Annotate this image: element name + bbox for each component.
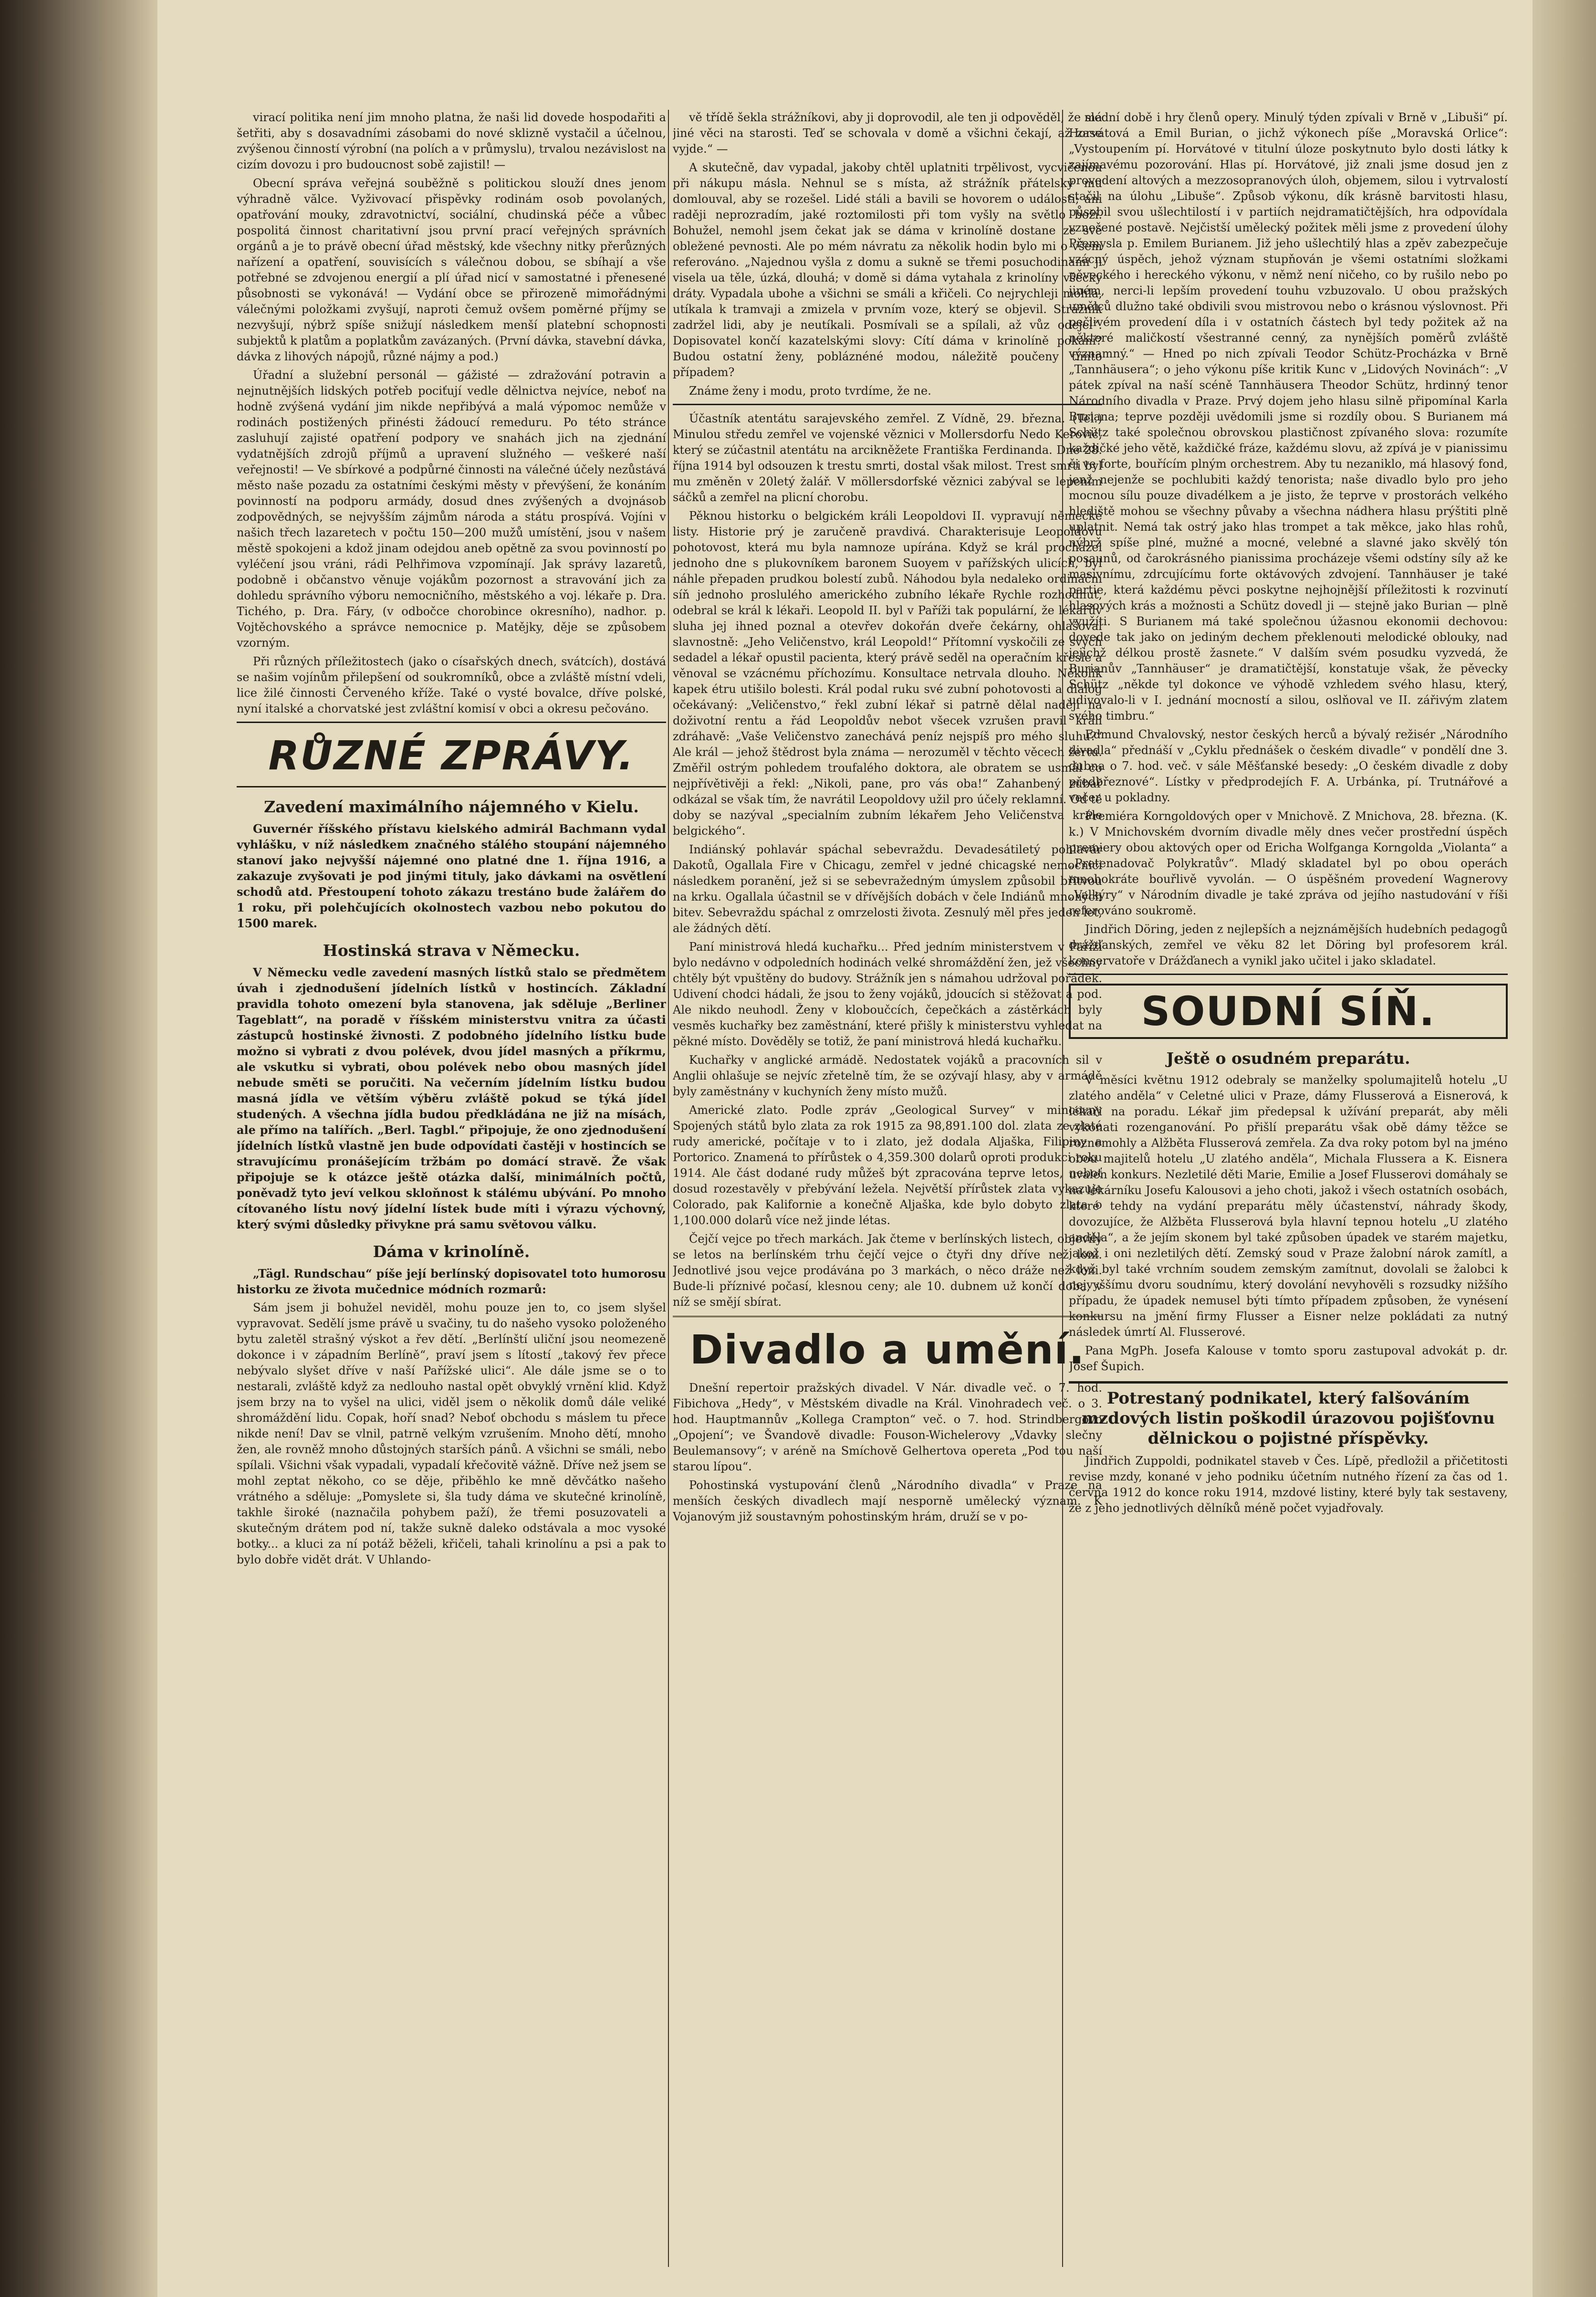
- column-2: [673, 110, 1102, 2267]
- article-paragraph: vě třídě šekla strážníkovi, aby ji doprovodil, ale ten ji odpověděl, že má jiné věci na starosti. Teď se schovala v domě a všichni čekají, až zase vyjde.“ —: [673, 111, 1102, 156]
- news-item: Indiánský pohlavár spáchal sebevraždu. Devadesátiletý pohlavár Dakotů, Ogallala Fire v Chicagu, zemřel v jedné chicagské nemocnici následkem poranění, jež si se sebevražedným úmyslem způsobil břitvou na krku. Ogallala účastnil se v dřívějších dobách v čele Indiánů mnohých bitev. Sebevraždu spáchal z omrzelosti života. Zesnulý měl přes jeden let, ale žádných dětí.: [673, 843, 1102, 935]
- article-paragraph: Při různých příležitostech (jako o císařských dnech, svátcích), dostává se našim vojínům přilepšení od soukromníků, obce a zvláště místní vdeli, lice žilé činnosti Červeného kříže. Také o vysté bovalce, dříve polské, nyní italské a chorvatské jest zvláštní komisí v obci a okresu pečováno.: [237, 655, 666, 715]
- divider: [673, 404, 1102, 405]
- article-paragraph: Sám jsem ji bohužel neviděl, mohu pouze jen to, co jsem slyšel vypravovat. Sedělí jsme právě u svačiny, tu do našeho vysoko položeného bytu zaletěl strašný výskot a řev dětí. „Berlínští uliční jsou neomezeně dokonce i v západním Berlíně“, praví jsem s lítostí „takový řev přece nebývalo slyšet dříve v naší Pařížské ulici“. Ale dále jsme se o to nestarali, zvláště když za nedlouho nastal opět obvyklý vrnění klid. Když jsem brzy na to vyšel na ulici, viděl jsem o několik domů dále veliké shromáždění lidu. Copak, hoří snad? Neboť obchodu s máslem tu přece nikde není! Dav se vlnil, patrně velkým vzrušením. Mnoho dětí, mnoho žen, ale rovněž mnoho důstojných starších pánů. A všichni se smáli, nebo spílali. Všichni však vypadali, vypadalí křečovitě vážně. Dříve než jsem se mohl zeptat někoho, co se děje, přiběhlo ke mně děvčátko našeho vrátného a sděluje: „Pomyslete si, šla tudy dáma ve skutečné krinolíně, takhle široké (naznačila pohybem paží), že třemi posuzovateli a skutečným drátem pod ní, takže sukně daleko odstávala a moc vysoké botky... a kluci za ní potáž běželi, křičeli, tahali krinolínu a psi a pak to bylo dobře vidět drát. V Uhlando-: [237, 1301, 666, 1566]
- news-item: Premiéra Korngoldových oper v Mnichově. Z Mnichova, 28. března. (K. k.) V Mnichovském dvorním divadle měly dnes večer prostřední úspěch premiery obou aktových oper od Ericha Wolfganga Korngolda „Violanta“ a „Pretenadovač Polykratův“. Mladý skladatel byl po obou operách mnohokráte bouřlivě vyvolán. — O úspěšném provedení Wagnerovy „Valkýry“ v Národním divadle je také zpráva od jejího nastudování v říši referováno soukromě.: [1069, 809, 1508, 917]
- news-item: Pěknou historku o belgickém králi Leopoldovi II. vypravují německé listy. Historie prý je zaručeně pravdivá. Charakterisuje Leopoldovu pohotovost, která mu byla namnoze upírána. Když se král procházel jednoho dne s plukovníkem baronem Suoyem v pařížských ulicích, byl náhle přepaden prudkou bolestí zubů. Náhodou byla nedaleko ordinační síň jednoho proslulého amerického zubního lékaře Rychle rozhodnut, odebral se král k lékaři. Leopold II. byl v Paříži tak populární, že lékařův sluha jej ihned poznal a otevřev dokořán dveře čekárny, ohlašoval slavnostně: „Jeho Veličenstvo, král Leopold!“ Přítomní vyskočili ze svých sedadel a lékař opustil pacienta, který právě seděl na operačním křesle a věnoval se vzácnému příchozímu. Konsultace netrvala dlouho. Několik kapek étru utišilo bolesti. Král podal ruku své zubní pohotovosti a dialog očekávaný: „Veličenstvo,“ řekl zubní lékař si patrně dělal naději na doživotní rentu a řád Leopoldův nebot všecek vzrušen pravil králi zdráhavě: „Vaše Veličenstvo zanechává peníz nejspíš pro mého sluhu?“ Ale král — jehož štědrost byla známa — nerozuměl v těchto věcech žertu. Změřil ostrým pohledem troufalého doktora, ale obratem se usmál co nejpřívětivěji a řekl: „Nikoli, pane, pro vás oba!“ Zahanbený zubař odkázal se však tím, že navrátil Leopoldovy užil pro účely reklamní. Od té doby se nazýval „specialním zubním lékařem Jeho Veličenstva krále belgického“.: [673, 509, 1102, 838]
- article-title: Ještě o osudném preparátu.: [1166, 1049, 1410, 1068]
- divider: [673, 1316, 1102, 1317]
- column-1: [237, 110, 666, 2267]
- news-item: Dnešní repertoir pražských divadel. V Nár. divadle več. o 7. hod. Fibichova „Hedy“, v Městském divadle na Král. Vinohradech več. o 3. hod. Hauptmannův „Kollega Crampton“ več. o 7. hod. Strindbergovo „Opojení“; ve Švandově divadle: Fouson-Wichelerovy „Vdavky slečny Beulemansovy“; v aréně na Smíchově Gelhertova opereta „Pod tou naší starou lípou“.: [673, 1381, 1102, 1473]
- news-item: Paní ministrová hledá kuchařku... Před jedním ministerstvem v Paříži bylo nedávno v odpoledních hodinách velké shromáždění žen, jež všechny chtěly být vpuštěny do budovy. Strážník jen s námahou udržoval pořádek. Udivení chodci hádali, že jsou to ženy vojáků, jdoucích si stěžovat a pod. Ale nikdo neuhodl. Ženy v kloboučcích, čepečkách a zástěrkách byly vesměs kuchařky bez zaměstnání, které přišly k ministerstvu vyhledat na pěkné místo. Dověděly se totiž, že paní ministrová hledá kuchařku.: [673, 940, 1102, 1048]
- article-paragraph: virací politika není jim mnoho platna, že naši lid dovede hospodařiti a šetřiti, aby s dosavadními zásobami do nové sklizně vystačil a účelnou, zvýšenou činností výrobní (na polích a v průmyslu), trvalou nezávislost na cizím dovozu i pro budoucnost sobě zajistil! —: [237, 111, 666, 171]
- article-title: Zavedení maximálního nájemného v Kielu.: [264, 797, 639, 816]
- article-paragraph: A skutečně, dav vypadal, jakoby chtěl uplatniti trpělivost, vycvičenou při nákupu másla. Nehnul se s místa, až strážník přátelsky mu domlouval, aby se rozešel. Lidé stáli a bavili se hovorem o události; ani raději neprozradím, jaké roztomilosti při tom vyšly na světlo boží. Bohužel, nemohl jsem čekat jak se dáma v krinolíně dostane ze své obležené pevnosti. Ale po mém návratu za několik hodin bylo mi o všem referováno. „Najednou vyšla z domu a sukně se třemi posuchodinami ji visela ua těle, úzká, dlouhá; v domě si dáma vytahala z krinolíny všecky dráty. Vypadala ubohe a všichni se smáli a křičeli. Co nejrychleji mohla, utíkala k tramvaji a zmizela v prvním voze, který se objevil. Strážník zadržel lidi, aby je neutíkali. Posmívali se a spílali, až vůz odejel“. Dopisovatel končí kazatelskými slovy: Cítí dáma v krinolíně pokání? Budou ostatní ženy, pobláznéné modou, náležitě poučeny tímto případem?: [673, 161, 1102, 379]
- article-paragraph: Obecní správa veřejná souběžně s politickou slouží dnes jenom výhradně vălce. Vyživovací přispěvky rodinám osob povolaných, opatřování mouky, zdravotnictví, sociální, chudinská péče a vůbec pospolitá činnost charitativní jsou první prací veřejných správních orgánů a je to právě obecní úřad městský, kde všechny nitky přerůzných nařízení a opatření, souvisících s válečnou dobou, se sbíhají a vše potřebné se zdvojenou energií a plí úřad nicí v samostatné i přenesené působnosti se vykonává! — Vydání obce se přirozeně mimořádnými válečnými položkami zvyšují, naproti čemuž ovšem poměrné příjmy se nezvyšují, nýbrž spíše snižují následkem menší platební schopnosti subjektů k platům a poplatkům zavázaných. (První dávka, stavební dávka, dávka z lihových nápojů, různé nájmy a pod.): [237, 177, 666, 363]
- article-paragraph: V měsíci květnu 1912 odebraly se manželky spolumajitelů hotelu „U zlatého anděla“ v Celetné ulici v Praze, dámy Flusserová a Eisnerová, k lékaři na poradu. Lékař jim předepsal k užívání preparát, aby měli vykonati rozenganování. Po přišlí preparátu však obě dámy těžce se roznemohly a Alžběta Flusserová zemřela. Za dva roky potom byl na jméno obou majitelů hotelu „U zlatého anděla“, Michala Flussera a K. Eisnera uvalen konkurs. Nezletilé děti Marie, Emilie a Josef Flusserovi domáhaly se na lékárníku Josefu Kalousovi a jeho choti, jakož i všech ostatních osobách, které tehdy na vydání preparátu měly účastenství, náhrady škody, dovozujíce, že Alžběta Flusserová byla hlavní tepnou hotelu „U zlatého anděla“, a že jejím skonem byl také způsoben úpadek ve starém majetku, jakož i oni nezletilých dětí. Zemský soud v Praze žalobní nárok zamítl, a když byl také vrchním soudem zemským zamítnut, dovolali se žalobci k nejvyššímu dvoru soudnímu, který dovolání nevyhověli s rozsudky nižšího případu, že úpadek nemusel býti tímto případem způsoben, že vynésení konkursu na jmění firmy Flusser a Eisner nelze pokládati za nutný následek úmrtí Al. Flusserové.: [1069, 1073, 1508, 1339]
- article-paragraph: Pana MgPh. Josefa Kalouse v tomto sporu zastupoval advokát p. dr. Josef Šupich.: [1069, 1344, 1508, 1373]
- article-paragraph: „Tägl. Rundschau“ píše její berlínský dopisovatel toto humorosu historku ze života mučednice módních rozmarů:: [237, 1267, 666, 1296]
- news-item: Čejčí vejce po třech markách. Jak čteme v berlínských listech, objevily se letos na berlínském trhu čejčí vejce o čtyři dny dříve než loni. Jednotlivé jsou vejce prodávána po 3 markách, o něco dráže než loni. Bude-li příznivé počasí, klesnou ceny; ale 10. dubnem už končí doba, v níž se smějí sbírat.: [673, 1232, 1102, 1309]
- article-title: Potrestaný podnikatel, který falšováním mzdových listin poškodil úrazovou pojišťovnu dělnickou o pojistné příspěvky.: [1069, 1381, 1508, 1448]
- article-paragraph: Známe ženy i modu, proto tvrdíme, že ne.: [689, 384, 931, 398]
- article-title: Hostinská strava v Německu.: [323, 941, 580, 960]
- divider: [237, 722, 666, 723]
- section-heading-soudni-sin: SOUDNÍ SÍŇ.: [1069, 984, 1508, 1039]
- column-3: [1069, 110, 1508, 2267]
- scan-edge-shadow: [0, 0, 157, 2297]
- news-item: Americké zlato. Podle zpráv „Geological Survey“ v mincovny Spojených států bylo zlata za rok 1915 za 98,891.100 dol. zlata ze zlaté rudy americké, počítaje v to i zlato, jež dodala Aljaška, Filipiny a Portorico. Znamená to přírůstek o 4,359.300 dolarů oproti produkci roku 1914. Ale část dodané rudy můžeš být zpracována teprve letos, neboť dosud rozestavěly v přebývání ležela. Největší přírůstek zlata vykazuje Colorado, pak Kalifornie a konečně Aljaška, kde bylo dobyto zlata o 1,100.000 dolarů více než jinde létas.: [673, 1103, 1102, 1227]
- article-paragraph: Jindřich Zuppoldi, podnikatel staveb v Čes. Lípě, předložil a přičetitosti revise mzdy, konané v jeho podniku účetním nutného řízení za čas od 1. června 1912 do konce roku 1914, mzdové listiny, které byly tak sestaveny, že z jeho jednotlivých dělníků méně počet vyjadřovaly.: [1069, 1454, 1508, 1515]
- article-paragraph: Úřadní a služební personál — gážisté — zdražování potravin a nejnutnějších lidských potřeb pociťují vedle dělnictva nejvíce, neboť na hodně zvýšená vydání jim nikde nepřibývá a malá výpomoc nemůže v rodinách postižených přinésti žádoucí remeduru. Po této stránce zasluhují zajisté opatření podpory ve snahách jich na zjednání vydatnějších zdrojů příjmů a upravení služného — veškeré naší veřejnosti! — Ve sbírkové a podpůrné činnosti na válečné účely nezůstává město naše pozadu za ostatními českými městy v převýšení, že konáním povinností na podporu armády, dosud dnes zvýšených a dvojnásob zodpovědných, se nejvyšším zájmům národa a státu prospívá. Vojíni v našich třech lazaretech v počtu 150—200 mužů umístění, jsou v našem městě spokojeni a kdož jinam odejdou aneb opětně za svou povinností po vyléčení jsou vráni, rádi Pelhřimova vzpomínají. Jak správy lazaretů, podobně i občanstvo věnuje vojákům pozornost a stravování jich za dohledu správního výboru nemocničního, městského a voj. lékaře p. Dra. Tichého, p. Dra. Fáry, (v odbočce chorobince okresního), nadhor. p. Vojtěchovského a správce nemocnice p. Matějky, děje se způsobem vzorným.: [237, 368, 666, 650]
- news-item: Pohostinská vystupování členů „Národního divadla“ v Praze na menších českých divadlech mají nesporně umělecký význam. K Vojanovým již soustavným pohostinským hrám, druží se v po-: [673, 1479, 1102, 1523]
- news-item: Edmund Chvalovský, nestor českých herců a bývalý režisér „Národního divadla“ přednáší v „Cyklu přednášek o českém divadle“ v pondělí dne 3. dubna o 7. hod. več. v sále Měšťanské besedy: „O českém divadle z doby předbřeznové“. Lístky v předprodejích F. A. Urbánka, pí. Trutnářové a večer u pokladny.: [1069, 728, 1508, 804]
- article-title: Dáma v krinolíně.: [373, 1242, 530, 1261]
- article-paragraph: slední době i hry členů opery. Minulý týden zpívali v Brně v „Libuši“ pí. Horvátová a Emil Burian, o jichž výkonech píše „Moravská Orlice“: „Vystoupením pí. Horvátové v titulní úloze poskytnuto bylo dosti látky k zajímavému pozorování. Hlas pí. Horvátové, již znali jsme dosud jen z provedení altových a mezzosopranových úloh, objemem, silou i vytrvalostí stačil na úlohu „Libuše“. Způsob výkonu, dík krásně barvitosti hlasu, působil svou ušlechtilostí i v partiích nejdramatičtějších, hra odpovídala vznešené postavě. Nejčistší umělecký požitek měli jsme z provedení úlohy Přemysla p. Emilem Burianem. Již jeho ušlechtilý hlas a zpěv zabezpečuje vzácný úspěch, jehož význam stupňován je všemi ostatními složkami pěveckého i hereckého výkonu, v němž není ničeho, co by rušilo nebo po jiném, nerci-li lepším provedení touhu vzbuzovalo. U obou pražských umělců dlužno také obdivili svou mistrovou nebo o krásnou výslovnost. Při pečlivém provedení díla i v ostatních částech byl tedy požitek až na některé maličkostí všestranné cenný, za nynějších poměrů zvláště významný.“ — Hned po nich zpívali Teodor Schütz-Procházka v Brně „Tannhäusera“; o jeho výkonu píše kritik Kunc v „Lidových Novinách“: „V pátek zpíval na naší scéně Tannhäusera Theodor Schütz, hrdinný tenor Národního divadla v Praze. Prvý dojem jeho hlasu silně připomínal Karla Buriana; teprve později uvědomili jsme si rozdíly obou. S Burianem má Schütz také společnou obrovskou plastičnost zpívaného slova: rozumíte každičké jeho větě, každičké fráze, každému slovu, až zpívá je v pianissimu či ve forte, bouřícím plným orchestrem. Aby tu nezaniklo, má hlasový fond, jenž nejenže se pochlubiti každý tenorista; naše divadlo bylo pro jeho mocnou sílu pouze divadélkem a je jisto, že teprve v prostorách velkého hlediště mohou se všechny půvaby a všechna nádhera hlasu prýštiti plně uplatnit. Nemá tak ostrý jako hlas trompet a tak měkce, jako hlas rohů, nýbrž spíše plné, mužné a mocné, velebné a slavné jako skvělý tón posaunů, od čarokrásného pianissima procházeje všemi odstíny síly až ke masivnímu, zdrcujícímu forte oktávových zdvojení. Tannhäuser je také partie, která každému pěvci poskytne nejhojnější příležitosti k rozvinutí hlasových krás a možnosti a Schütz dovedl ji — stejně jako Burian — plně využíti. S Burianem má také společnou úžasnou ekonomii dechovou: dovede tak jako on jediným dechem překlenouti melodické oblouky, nad jejichž délkou prostě žasnete.“ V dalším svém posudku vyzvedá, že Burianův „Tannhäuser“ je dramatičtější, konstatuje však, že pěvecky Schütz „někde tyl dokonce ve výhodě vzhledem svého hlasu, který, udivovalo-li v I. jednání mocností a silou, oslňoval ve II. zářivým zlatem svého timbru.“: [1069, 111, 1508, 723]
- article-paragraph: V Německu vedle zavedení masných lístků stalo se předmětem úvah i zjednodušení jídelních lístků v hostincích. Základní pravidla tohoto omezení byla stanovena, jak sděluje „Berliner Tageblatt“, na poradě v říšském ministerstvu vnitra za účasti zástupců hostinské živnosti. Z podobného jídelního lístku bude možno si vybrati z dvou polévek, dvou jídel masných a příkrmu, ale vskutku si vybrati, obou polévek nebo obou masných jídel nebude směti se poručiti. Na večerním jídelním lístku budou masná jídla ve větším výběru zvláště pokud se týká jídel studených. A všechna jídla budou předkládána ne již na mísách, ale přímo na talířích. „Berl. Tagbl.“ připojuje, že ono zjednodušení jídelních lístků vlastně jen bude odpovídati častěji v hostincích se stravujícímu pronášejícím tržbám po domácí stravě. Že však připojuje se k otázce ještě otázka další, minimálních počtů, poněvadž tyto jeví velkou skloňnost k stálému ubývání. Po mnoho cítovaného lístu nový jídelní lístek bude míti i výrazu výchovný, který svými důsledky přivykne prá samu světovou válku.: [237, 965, 666, 1231]
- page-fold-shadow: [1533, 0, 1596, 2297]
- section-heading-divadlo-a-umeni: Divadlo a umění.: [689, 1326, 1085, 1373]
- news-item: Účastník atentátu sarajevského zemřel. Z Vídně, 29. března. (Tel.) Minulou středu zemřel ve vojenské věznici v Mollersdorfu Nedo Kerović, který se zúčastnil atentátu na arcikněžete Františka Ferdinanda. Dne 28. října 1914 byl odsouzen k trestu smrti, dostal však milost. Trest smrti byl mu změněn v 20letý žalář. V möllersdorfské věznici zabýval se lepením sáčků a zemřel na plicní chorobu.: [673, 412, 1102, 504]
- divider: [1069, 974, 1508, 975]
- divider: [237, 786, 666, 787]
- section-heading-ruzne-zpravy: RŮZNÉ ZPRÁVY.: [268, 732, 635, 779]
- news-item: Jindřich Döring, jeden z nejlepších a nejznámějších hudebních pedagogů drážďanských, zemřel ve věku 82 let Döring byl profesorem král. konservatoře v Drážďanech a vynikl jako učitel i jako skladatel.: [1069, 923, 1508, 967]
- article-paragraph: Guvernér říšského přístavu kielského admirál Bachmann vydal vyhlášku, v níž následkem značného stálého stoupání nájemného stanoví jako nejvyšší nájemné ono platné dne 1. října 1916, a zakazuje zvyšovati je pod jinými tituly, jako dávkami na osvětlení schodů atd. Přestoupení tohoto zákazu trestáno bude žalářem do 1 roku, při polehčujících okolnostech vazbou nebo pokutou do 1500 marek.: [237, 822, 666, 930]
- column-rule: [668, 110, 669, 2267]
- news-item: Kuchařky v anglické armádě. Nedostatek vojáků a pracovních sil v Anglii ohlašuje se nejvíc zřetelně tím, že se ozývají hlasy, aby v armádě byly zaměstnány v kuchyních ženy místo mužů.: [673, 1053, 1102, 1098]
